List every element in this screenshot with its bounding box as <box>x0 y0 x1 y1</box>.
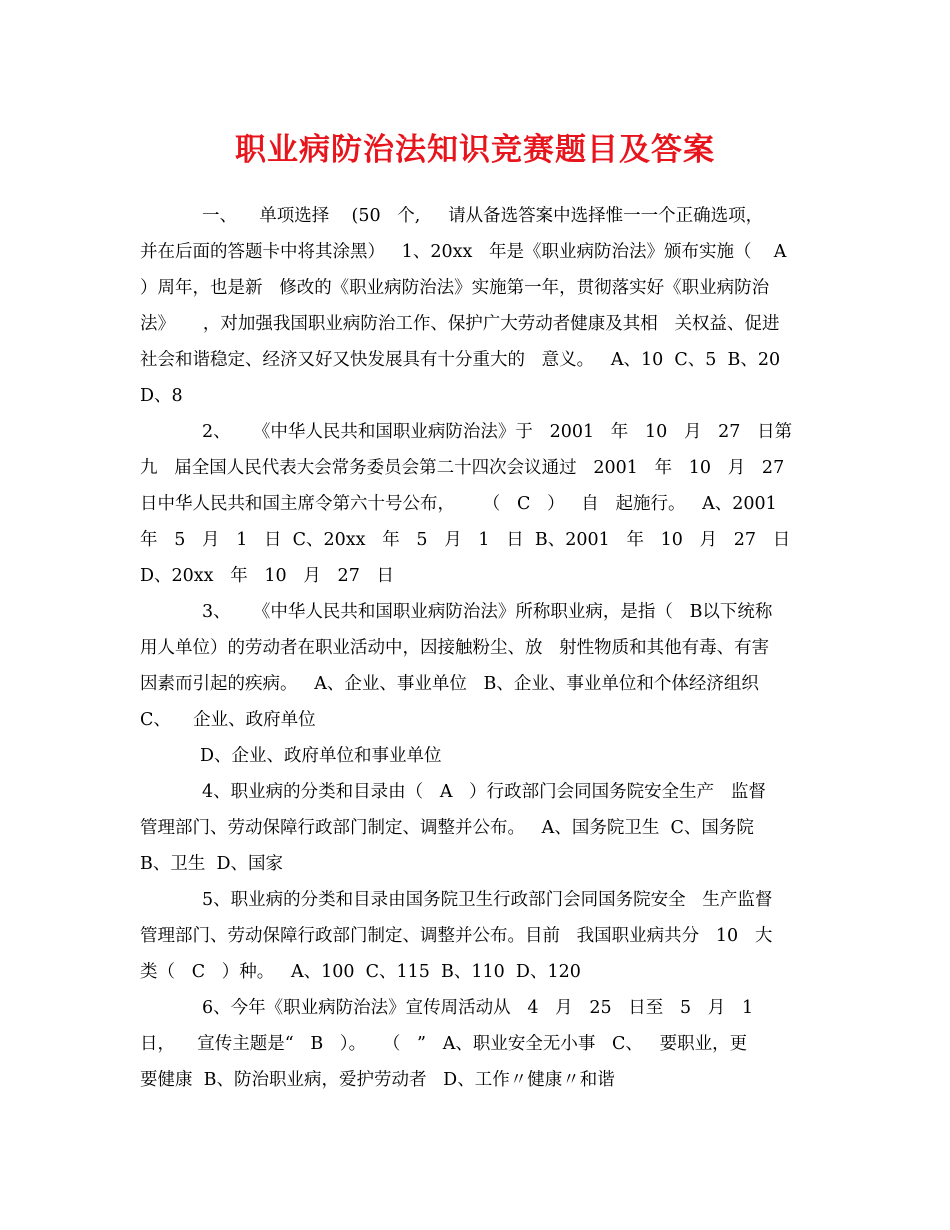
document-title: 职业病防治法知识竞赛题目及答案 <box>235 132 715 168</box>
paragraph-line: 年 5 月 1 日 C、20xx 年 5 月 1 日 B、2001 年 10 月 27 日 <box>140 530 791 550</box>
paragraph-line: C、 企业、政府单位 <box>140 710 316 730</box>
paragraph-line: 九 届全国人民代表大会常务委员会第二十四次会议通过 2001 年 10 月 27 <box>140 458 785 478</box>
paragraph-line: D、企业、政府单位和事业单位 <box>200 746 442 766</box>
paragraph-line: D、20xx 年 10 月 27 日 <box>140 566 395 586</box>
paragraph-line: 日中华人民共和国主席令第六十号公布， （ C ） 自 起施行。 A、2001 <box>140 494 777 514</box>
paragraph-line: ）周年，也是新 修改的《职业病防治法》实施第一年，贯彻落实好《职业病防治 <box>140 278 770 298</box>
paragraph-line: 用人单位）的劳动者在职业活动中，因接触粉尘、放 射性物质和其他有毒、有害 <box>140 638 770 658</box>
paragraph-line: B、卫生 D、国家 <box>140 854 284 874</box>
paragraph-line: 因素而引起的疾病。 A、企业、事业单位 B、企业、事业单位和个体经济组织 <box>140 674 759 694</box>
paragraph-line: 法》 ，对加强我国职业病防治工作、保护广大劳动者健康及其相 关权益、促进 <box>140 314 780 334</box>
paragraph-line: 类（ C ）种。 A、100 C、115 B、110 D、120 <box>140 962 581 982</box>
paragraph-line: 6、今年《职业病防治法》宣传周活动从 4 月 25 日至 5 月 1 <box>202 998 754 1018</box>
paragraph-line: 3、 《中华人民共和国职业病防治法》所称职业病，是指（ B以下统称 <box>202 602 773 622</box>
paragraph-line: 管理部门、劳动保障行政部门制定、调整并公布。 A、国务院卫生 C、国务院 <box>140 818 754 838</box>
paragraph-line: 4、职业病的分类和目录由（ A ）行政部门会同国务院安全生产 监督 <box>202 782 766 802</box>
paragraph-line: 日， 宣传主题是“ B ）。 （ ” A、职业安全无小事 C、 要职业，更 <box>140 1034 748 1054</box>
paragraph-line: 5、职业病的分类和目录由国务院卫生行政部门会同国务院安全 生产监督 <box>202 890 773 910</box>
paragraph-line: 管理部门、劳动保障行政部门制定、调整并公布。目前 我国职业病共分 10 大 <box>140 926 773 946</box>
paragraph-line: 一、 单项选择 (50 个, 请从备选答案中选择惟一一个正确选项， <box>202 206 764 226</box>
paragraph-line: D、8 <box>140 386 183 406</box>
paragraph-line: 社会和谐稳定、经济又好又快发展具有十分重大的 意义。 A、10 C、5 B、20 <box>140 350 781 370</box>
paragraph-line: 2、 《中华人民共和国职业病防治法》于 2001 年 10 月 27 日第 <box>202 422 793 442</box>
paragraph-line: 并在后面的答题卡中将其涂黑） 1、20xx 年是《职业病防治法》颁布实施（ A <box>140 242 787 262</box>
paragraph-line: 要健康 B、防治职业病，爱护劳动者 D、工作〃健康〃和谐 <box>140 1070 615 1090</box>
